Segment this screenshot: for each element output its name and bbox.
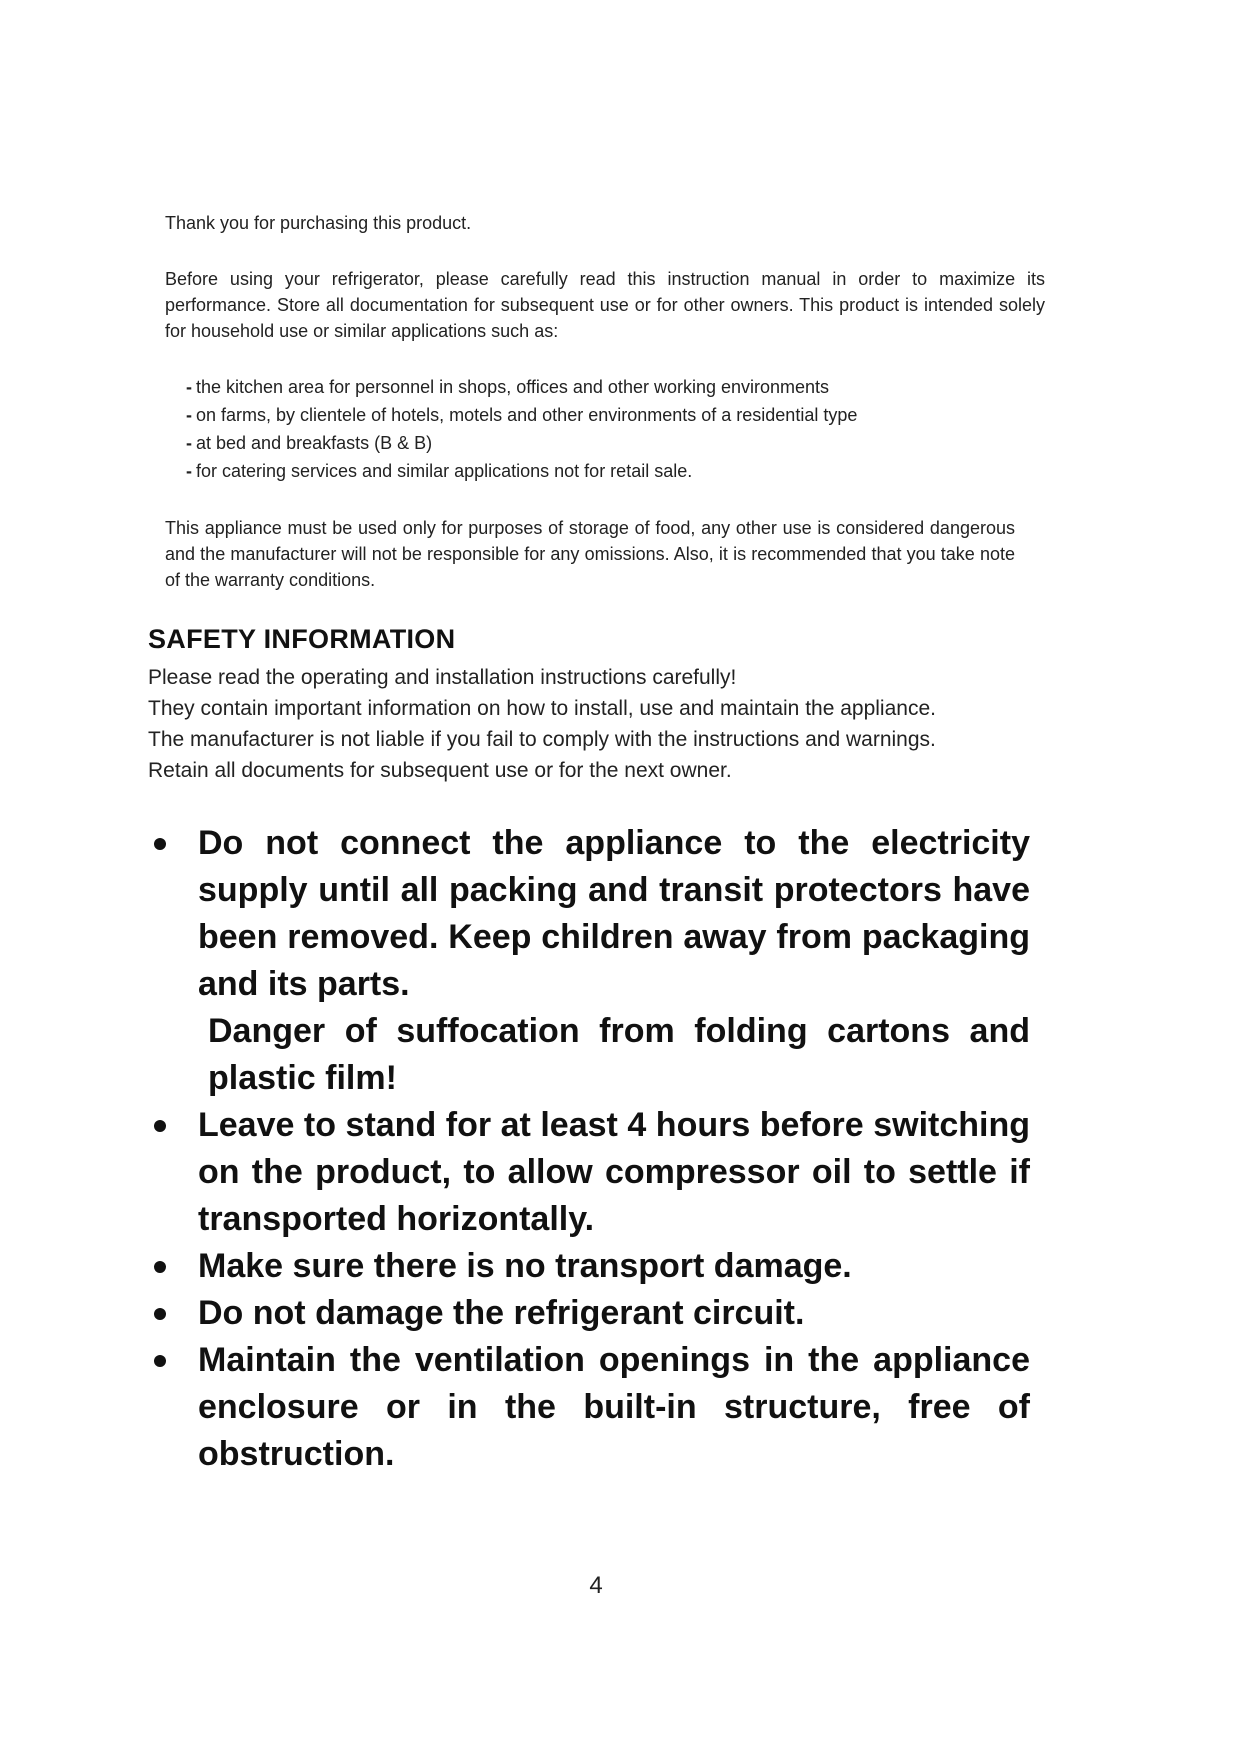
warning-text: Maintain the ventilation openings in the appliance enclosure or in the built-in structure, free of obstruction. xyxy=(198,1341,1030,1473)
safety-line: Retain all documents for subsequent use or for the next owner. xyxy=(148,759,732,782)
bullet-icon xyxy=(154,1355,166,1367)
appliance-note-text: This appliance must be used only for purposes of storage of food, any other use is considered dangerous and the manufacturer will not be responsible for any omissions. Also, it is recommended that you take note of the warranty conditions. xyxy=(165,518,1015,590)
list-item: - on farms, by clientele of hotels, motels and other environments of a residential type xyxy=(186,405,858,425)
warning-item xyxy=(150,1243,1030,1290)
bullet-icon xyxy=(154,1261,166,1273)
warning-item xyxy=(150,1290,1030,1337)
bullet-icon xyxy=(154,838,166,850)
safety-warnings-list xyxy=(150,820,1030,1478)
use-item-text: on farms, by clientele of hotels, motels and other environments of a residential type xyxy=(196,405,858,425)
section-title: SAFETY INFORMATION xyxy=(148,624,456,654)
bullet-icon xyxy=(154,1308,166,1320)
list-item: - the kitchen area for personnel in shops, offices and other working environments xyxy=(186,377,830,397)
warning-text: Do not damage the refrigerant circuit. xyxy=(198,1294,805,1332)
intro-appliance-note xyxy=(165,515,1015,593)
thank-you-text: Thank you for purchasing this product. xyxy=(165,213,472,233)
intended-uses-list xyxy=(186,373,857,485)
list-item: - at bed and breakfasts (B & B) xyxy=(186,433,433,453)
warning-extra-text: Danger of suffocation from folding cartons and plastic film! xyxy=(208,1012,1030,1097)
safety-intro xyxy=(148,662,1048,786)
safety-line: The manufacturer is not liable if you fail to comply with the instructions and warnings. xyxy=(148,728,936,751)
intro-thank-you xyxy=(165,210,1045,236)
page-number: 4 xyxy=(589,1572,603,1599)
warning-text: Make sure there is no transport damage. xyxy=(198,1247,852,1285)
use-item-text: at bed and breakfasts (B & B) xyxy=(196,433,433,453)
warning-item xyxy=(150,1337,1030,1478)
list-item: - for catering services and similar applications not for retail sale. xyxy=(186,461,693,481)
safety-line: They contain important information on how to install, use and maintain the appliance. xyxy=(148,697,936,720)
warning-item xyxy=(150,820,1030,1102)
bullet-icon xyxy=(154,1120,166,1132)
warning-text: Do not connect the appliance to the electricity supply until all packing and transit protectors have been removed. Keep children away from packaging and its parts. xyxy=(198,824,1030,1003)
warning-text: Leave to stand for at least 4 hours before switching on the product, to allow compressor oil to settle if transported horizontally. xyxy=(198,1106,1030,1238)
warning-item xyxy=(150,1102,1030,1243)
use-item-text: the kitchen area for personnel in shops, offices and other working environments xyxy=(196,377,830,397)
safety-line: Please read the operating and installation instructions carefully! xyxy=(148,666,737,689)
before-using-text: Before using your refrigerator, please carefully read this instruction manual in order to maximize its performance. Store all documentation for subsequent use or for other owners. This product is intended solely for household use or similar applications such as: xyxy=(165,269,1045,341)
intro-before-using xyxy=(165,266,1045,344)
use-item-text: for catering services and similar applications not for retail sale. xyxy=(196,461,693,481)
